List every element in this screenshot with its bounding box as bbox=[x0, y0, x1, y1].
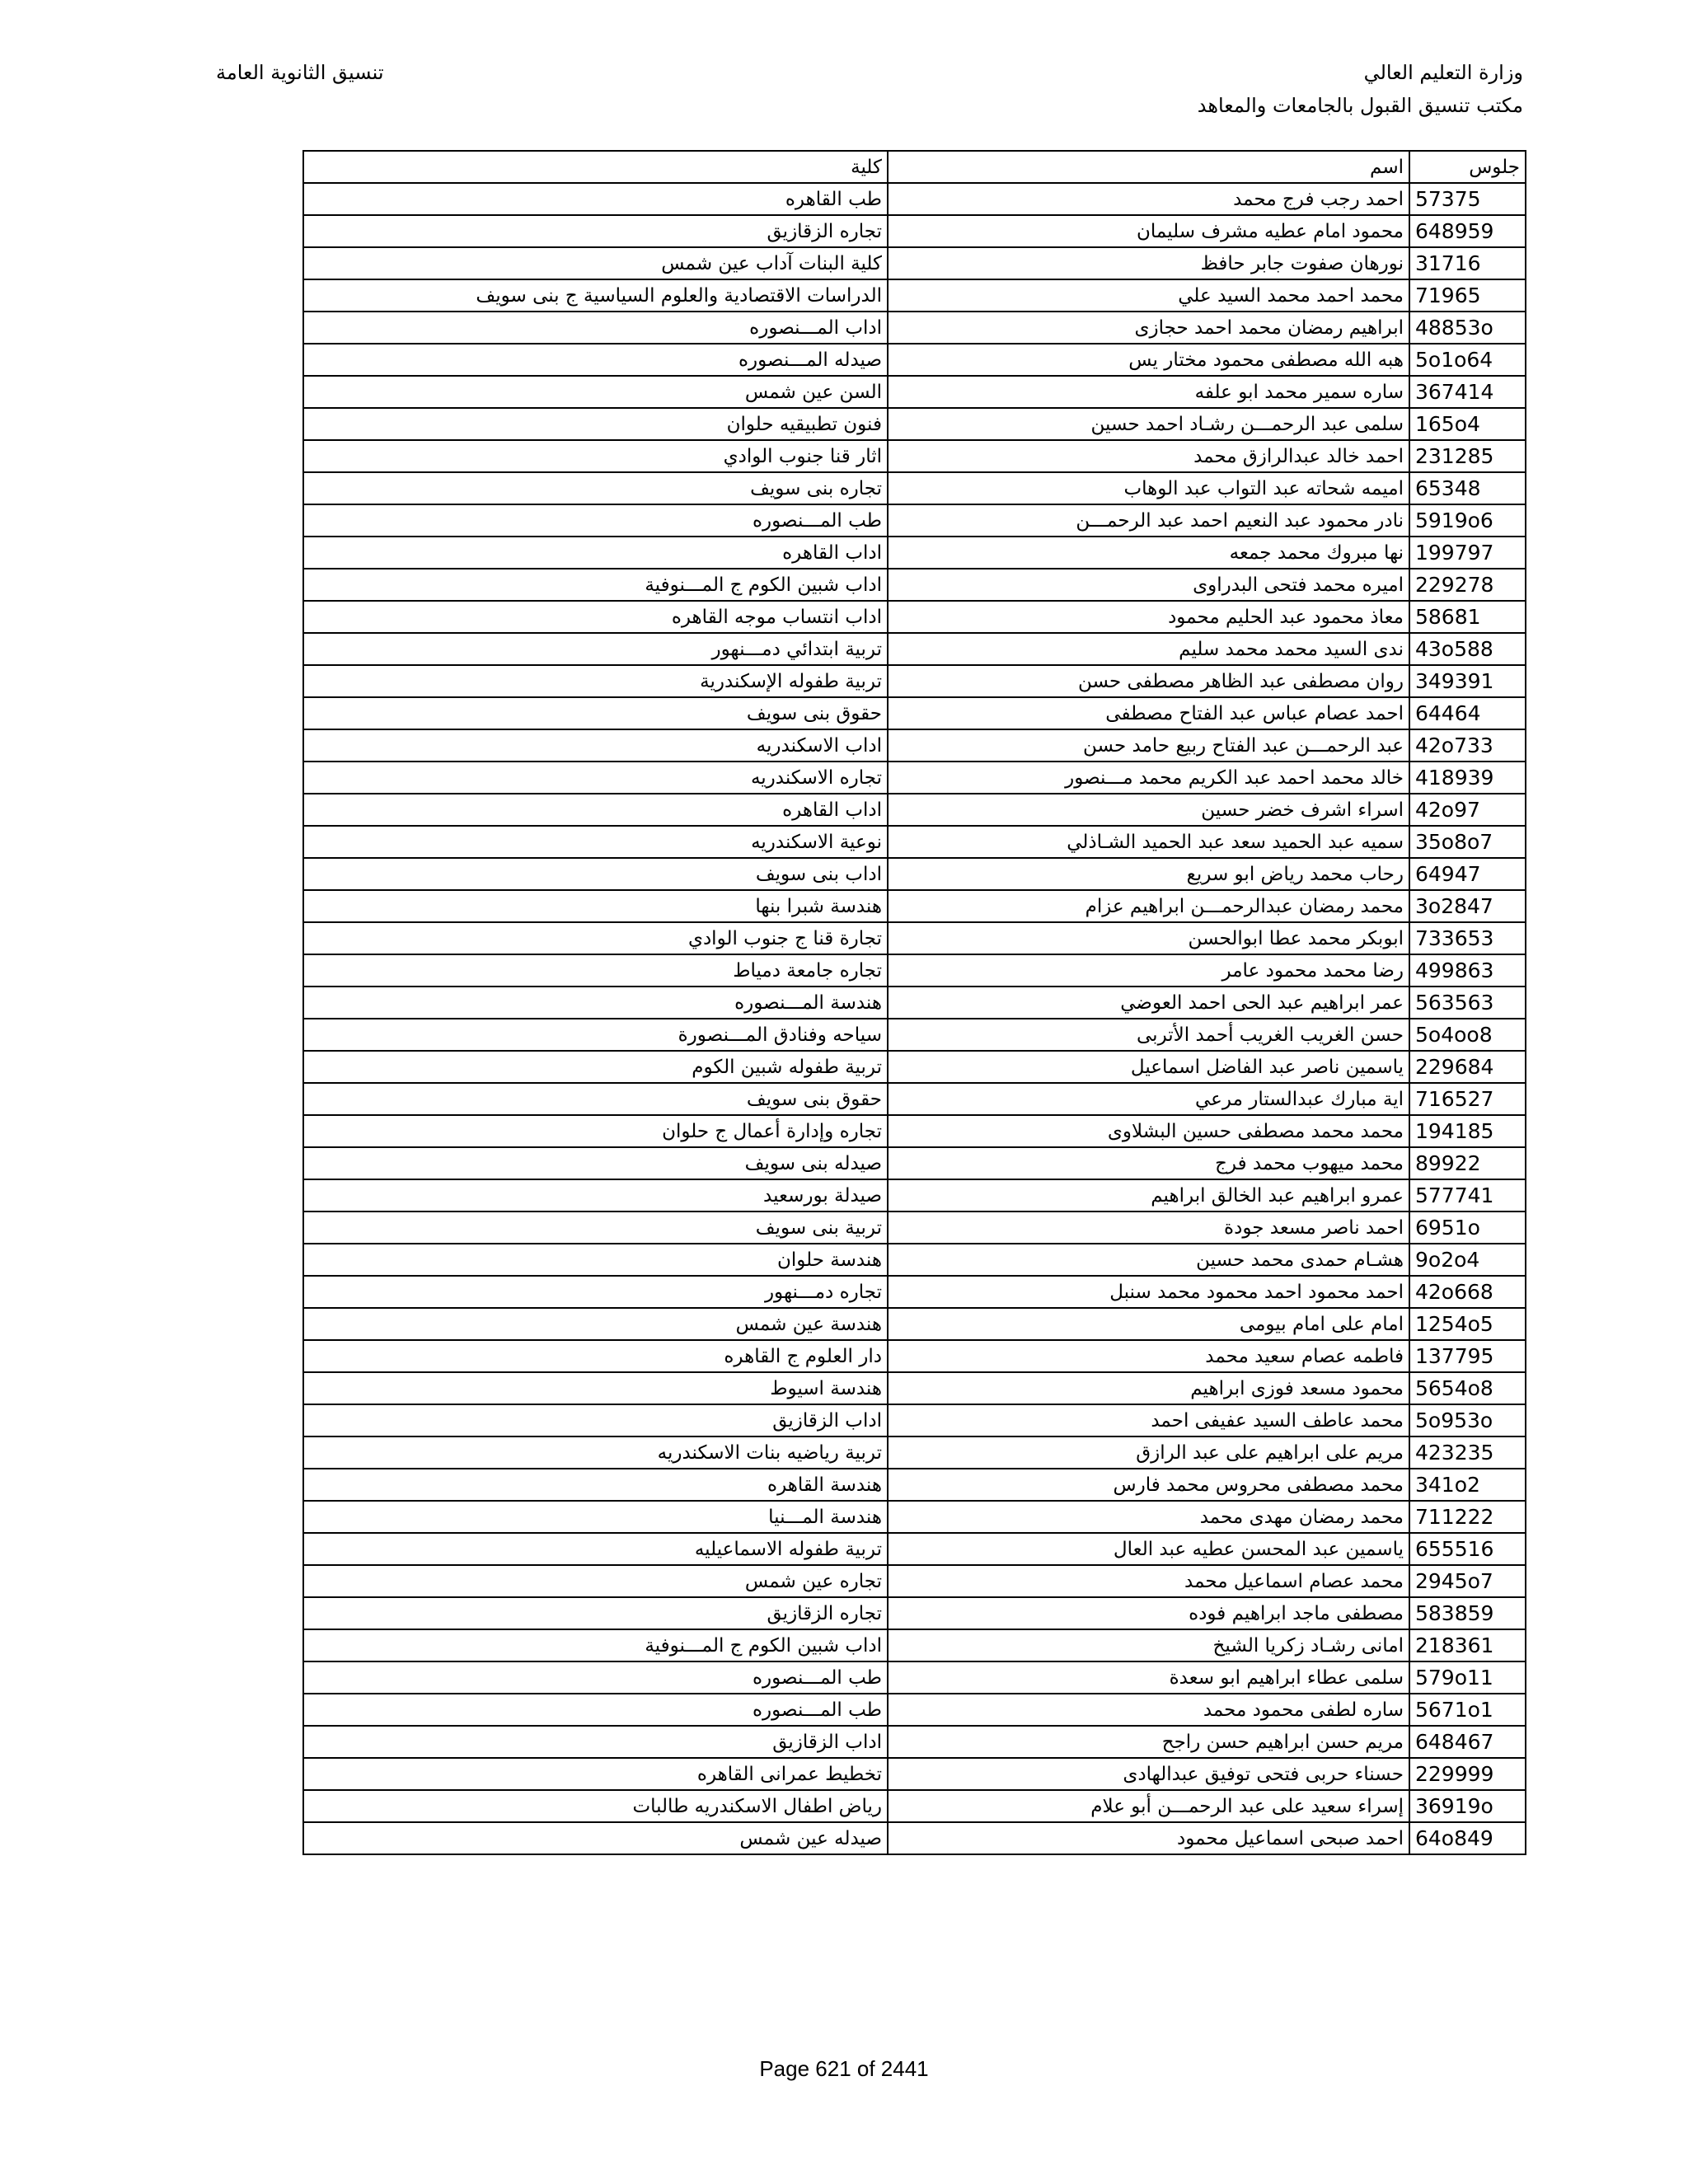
seat-cell: 5o4oo8 bbox=[1409, 1019, 1526, 1051]
faculty-cell: صيدله المـــنصوره bbox=[303, 344, 888, 376]
table-row bbox=[303, 408, 1526, 440]
name-cell: هشـام حمدى محمد حسين bbox=[888, 1244, 1409, 1276]
seat-cell: 711222 bbox=[1409, 1501, 1526, 1533]
faculty-cell: حقوق بنى سويف bbox=[303, 1083, 888, 1115]
coordination-title: تنسيق الثانوية العامة bbox=[216, 61, 384, 84]
table-row bbox=[303, 344, 1526, 376]
faculty-cell: هندسة حلوان bbox=[303, 1244, 888, 1276]
office-title: مكتب تنسيق القبول بالجامعات والمعاهد bbox=[1197, 94, 1523, 117]
seat-cell: 65348 bbox=[1409, 472, 1526, 504]
table-row bbox=[303, 247, 1526, 279]
faculty-cell: طب المـــنصوره bbox=[303, 1694, 888, 1726]
table-row bbox=[303, 1758, 1526, 1790]
table-row bbox=[303, 1340, 1526, 1372]
seat-cell: 2945o7 bbox=[1409, 1565, 1526, 1597]
table-row bbox=[303, 1469, 1526, 1501]
faculty-cell: تجاره وإدارة أعمال ج حلوان bbox=[303, 1115, 888, 1147]
name-cell: ابوبكر محمد عطا ابوالحسن bbox=[888, 922, 1409, 954]
name-cell: ندى السيد محمد محمد سليم bbox=[888, 633, 1409, 665]
table-row bbox=[303, 312, 1526, 344]
table-row bbox=[303, 954, 1526, 987]
name-cell: حسناء حربى فتحى توفيق عبدالهادى bbox=[888, 1758, 1409, 1790]
name-cell: معاذ محمود عبد الحليم محمود bbox=[888, 601, 1409, 633]
seat-cell: 64464 bbox=[1409, 697, 1526, 729]
seat-cell: 5o953o bbox=[1409, 1404, 1526, 1436]
seat-cell: 42o733 bbox=[1409, 729, 1526, 762]
faculty-cell: تجاره الاسكندريه bbox=[303, 762, 888, 794]
seat-cell: 5919o6 bbox=[1409, 504, 1526, 537]
name-cell: احمد صبحى اسماعيل محمود bbox=[888, 1822, 1409, 1854]
faculty-cell: اداب الاسكندريه bbox=[303, 729, 888, 762]
name-cell: رحاب محمد رياض ابو سريع bbox=[888, 858, 1409, 890]
faculty-cell: تجاره الزقازيق bbox=[303, 215, 888, 247]
seat-cell: 423235 bbox=[1409, 1436, 1526, 1469]
name-cell: سميه عبد الحميد سعد عبد الحميد الشـاذلي bbox=[888, 826, 1409, 858]
faculty-cell: اداب انتساب موجه القاهره bbox=[303, 601, 888, 633]
seat-cell: 716527 bbox=[1409, 1083, 1526, 1115]
name-cell: اميمه شحاته عبد التواب عبد الوهاب bbox=[888, 472, 1409, 504]
name-cell: هبه الله مصطفى محمود مختار يس bbox=[888, 344, 1409, 376]
name-cell: محمود امام عطيه مشرف سليمان bbox=[888, 215, 1409, 247]
name-cell: سلمى عطاء ابراهيم ابو سعدة bbox=[888, 1661, 1409, 1694]
seat-cell: 563563 bbox=[1409, 987, 1526, 1019]
table-row bbox=[303, 1083, 1526, 1115]
seat-cell: 42o97 bbox=[1409, 794, 1526, 826]
seat-cell: 48853o bbox=[1409, 312, 1526, 344]
table-row bbox=[303, 1179, 1526, 1212]
seat-cell: 231285 bbox=[1409, 440, 1526, 472]
seat-cell: 499863 bbox=[1409, 954, 1526, 987]
name-cell: نها مبروك محمد جمعه bbox=[888, 537, 1409, 569]
seat-cell: 733653 bbox=[1409, 922, 1526, 954]
seat-cell: 89922 bbox=[1409, 1147, 1526, 1179]
faculty-column-header: كلية bbox=[303, 151, 888, 183]
table-row bbox=[303, 1244, 1526, 1276]
name-cell: عمر ابراهيم عبد الحى احمد العوضي bbox=[888, 987, 1409, 1019]
seat-cell: 64947 bbox=[1409, 858, 1526, 890]
name-cell: محمد ميهوب محمد فرج bbox=[888, 1147, 1409, 1179]
name-cell: إسراء سعيد على عبد الرحمـــن أبو علام bbox=[888, 1790, 1409, 1822]
seat-cell: 71965 bbox=[1409, 279, 1526, 312]
name-cell: مريم حسن ابراهيم حسن راجح bbox=[888, 1726, 1409, 1758]
table-row bbox=[303, 1308, 1526, 1340]
table-row bbox=[303, 1597, 1526, 1629]
name-cell: اسراء اشرف خضر حسين bbox=[888, 794, 1409, 826]
name-cell: امام على امام بيومى bbox=[888, 1308, 1409, 1340]
faculty-cell: اداب الزقازيق bbox=[303, 1726, 888, 1758]
faculty-cell: تجاره عين شمس bbox=[303, 1565, 888, 1597]
table-row bbox=[303, 1276, 1526, 1308]
name-cell: مصطفى ماجد ابراهيم فوده bbox=[888, 1597, 1409, 1629]
table-row bbox=[303, 1822, 1526, 1854]
table-row bbox=[303, 1372, 1526, 1404]
faculty-cell: تربية رياضيه بنات الاسكندريه bbox=[303, 1436, 888, 1469]
name-cell: محمد رمضان عبدالرحمـــن ابراهيم عزام bbox=[888, 890, 1409, 922]
faculty-cell: طب المـــنصوره bbox=[303, 504, 888, 537]
faculty-cell: اداب الزقازيق bbox=[303, 1404, 888, 1436]
faculty-cell: صيدله بنى سويف bbox=[303, 1147, 888, 1179]
faculty-cell: تجاره دمـــنهور bbox=[303, 1276, 888, 1308]
name-cell: محمد احمد محمد السيد علي bbox=[888, 279, 1409, 312]
seat-column-header: جلوس bbox=[1409, 151, 1526, 183]
table-row bbox=[303, 472, 1526, 504]
seat-cell: 58681 bbox=[1409, 601, 1526, 633]
seat-cell: 1254o5 bbox=[1409, 1308, 1526, 1340]
faculty-cell: اداب القاهره bbox=[303, 794, 888, 826]
table-row bbox=[303, 762, 1526, 794]
faculty-cell: تربية ابتدائي دمـــنهور bbox=[303, 633, 888, 665]
faculty-cell: نوعية الاسكندريه bbox=[303, 826, 888, 858]
faculty-cell: اداب شبين الكوم ج المـــنوفية bbox=[303, 569, 888, 601]
seat-cell: 31716 bbox=[1409, 247, 1526, 279]
faculty-cell: هندسة شبرا بنها bbox=[303, 890, 888, 922]
table-row bbox=[303, 890, 1526, 922]
table-row bbox=[303, 794, 1526, 826]
seat-cell: 648467 bbox=[1409, 1726, 1526, 1758]
name-cell: اميره محمد فتحى البدراوى bbox=[888, 569, 1409, 601]
table-row bbox=[303, 633, 1526, 665]
faculty-cell: اداب القاهره bbox=[303, 537, 888, 569]
table-row bbox=[303, 183, 1526, 215]
table-row bbox=[303, 504, 1526, 537]
seat-cell: 43o588 bbox=[1409, 633, 1526, 665]
faculty-cell: الدراسات الاقتصادية والعلوم السياسية ج بنى سويف bbox=[303, 279, 888, 312]
table-row bbox=[303, 729, 1526, 762]
table-row bbox=[303, 1694, 1526, 1726]
seat-cell: 579o11 bbox=[1409, 1661, 1526, 1694]
name-cell: ياسمين عبد المحسن عطيه عبد العال bbox=[888, 1533, 1409, 1565]
table-row bbox=[303, 1115, 1526, 1147]
name-cell: محمود مسعد فوزى ابراهيم bbox=[888, 1372, 1409, 1404]
seat-cell: 5o1o64 bbox=[1409, 344, 1526, 376]
seat-cell: 36919o bbox=[1409, 1790, 1526, 1822]
name-cell: رضا محمد محمود عامر bbox=[888, 954, 1409, 987]
name-cell: نادر محمود عبد النعيم احمد عبد الرحمـــن bbox=[888, 504, 1409, 537]
seat-cell: 64o849 bbox=[1409, 1822, 1526, 1854]
table-row bbox=[303, 1404, 1526, 1436]
seat-cell: 3o2847 bbox=[1409, 890, 1526, 922]
seat-cell: 35o8o7 bbox=[1409, 826, 1526, 858]
faculty-cell: دار العلوم ج القاهره bbox=[303, 1340, 888, 1372]
seat-cell: 218361 bbox=[1409, 1629, 1526, 1661]
seat-cell: 655516 bbox=[1409, 1533, 1526, 1565]
name-cell: سلمى عبد الرحمـــن رشـاد احمد حسين bbox=[888, 408, 1409, 440]
seat-cell: 5671o1 bbox=[1409, 1694, 1526, 1726]
name-column-header: اسم bbox=[888, 151, 1409, 183]
table-row bbox=[303, 569, 1526, 601]
seat-cell: 341o2 bbox=[1409, 1469, 1526, 1501]
table-row bbox=[303, 1051, 1526, 1083]
name-cell: نورهان صفوت جابر حافظ bbox=[888, 247, 1409, 279]
faculty-cell: تربية طفوله شبين الكوم bbox=[303, 1051, 888, 1083]
seat-cell: 57375 bbox=[1409, 183, 1526, 215]
ministry-title: وزارة التعليم العالي bbox=[1363, 61, 1523, 84]
name-cell: احمد رجب فرج محمد bbox=[888, 183, 1409, 215]
table-row bbox=[303, 858, 1526, 890]
faculty-cell: حقوق بنى سويف bbox=[303, 697, 888, 729]
name-cell: خالد محمد احمد عبد الكريم محمد مـــنصور bbox=[888, 762, 1409, 794]
faculty-cell: تجاره جامعة دمياط bbox=[303, 954, 888, 987]
faculty-cell: هندسة اسيوط bbox=[303, 1372, 888, 1404]
faculty-cell: كلية البنات آداب عين شمس bbox=[303, 247, 888, 279]
table-row bbox=[303, 1019, 1526, 1051]
name-cell: احمد محمود احمد محمود محمد سنبل bbox=[888, 1276, 1409, 1308]
name-cell: عبد الرحمـــن عبد الفتاح ربيع حامد حسن bbox=[888, 729, 1409, 762]
table-row bbox=[303, 1533, 1526, 1565]
table-row bbox=[303, 376, 1526, 408]
name-cell: حسن الغريب الغريب أحمد الأتربى bbox=[888, 1019, 1409, 1051]
table-row bbox=[303, 1790, 1526, 1822]
name-cell: احمد ناصر مسعد جودة bbox=[888, 1212, 1409, 1244]
faculty-cell: هندسة المـــنيا bbox=[303, 1501, 888, 1533]
seat-cell: 199797 bbox=[1409, 537, 1526, 569]
faculty-cell: سياحه وفنادق المـــنصورة bbox=[303, 1019, 888, 1051]
table-row bbox=[303, 1565, 1526, 1597]
seat-cell: 229684 bbox=[1409, 1051, 1526, 1083]
table-row bbox=[303, 1436, 1526, 1469]
faculty-cell: اثار قنا جنوب الوادي bbox=[303, 440, 888, 472]
name-cell: امانى رشـاد زكريا الشيخ bbox=[888, 1629, 1409, 1661]
faculty-cell: تجاره بنى سويف bbox=[303, 472, 888, 504]
seat-cell: 349391 bbox=[1409, 665, 1526, 697]
seat-cell: 6951o bbox=[1409, 1212, 1526, 1244]
seat-cell: 42o668 bbox=[1409, 1276, 1526, 1308]
faculty-cell: صيدلة بورسعيد bbox=[303, 1179, 888, 1212]
name-cell: ابراهيم رمضان محمد احمد حجازى bbox=[888, 312, 1409, 344]
name-cell: اية مبارك عبدالستار مرعي bbox=[888, 1083, 1409, 1115]
table-row bbox=[303, 1501, 1526, 1533]
table-row bbox=[303, 922, 1526, 954]
name-cell: ياسمين ناصر عبد الفاضل اسماعيل bbox=[888, 1051, 1409, 1083]
faculty-cell: اداب بنى سويف bbox=[303, 858, 888, 890]
table-row bbox=[303, 215, 1526, 247]
table-row bbox=[303, 826, 1526, 858]
faculty-cell: اداب المـــنصوره bbox=[303, 312, 888, 344]
name-cell: ساره لطفى محمود محمد bbox=[888, 1694, 1409, 1726]
faculty-cell: هندسة عين شمس bbox=[303, 1308, 888, 1340]
faculty-cell: طب القاهره bbox=[303, 183, 888, 215]
table-row bbox=[303, 1212, 1526, 1244]
seat-cell: 648959 bbox=[1409, 215, 1526, 247]
faculty-cell: رياض اطفال الاسكندريه طالبات bbox=[303, 1790, 888, 1822]
table-row bbox=[303, 1629, 1526, 1661]
table-row bbox=[303, 1661, 1526, 1694]
seat-cell: 9o2o4 bbox=[1409, 1244, 1526, 1276]
name-cell: روان مصطفى عبد الظاهر مصطفى حسن bbox=[888, 665, 1409, 697]
table-row bbox=[303, 987, 1526, 1019]
faculty-cell: فنون تطبيقيه حلوان bbox=[303, 408, 888, 440]
table-row bbox=[303, 665, 1526, 697]
faculty-cell: صيدله عين شمس bbox=[303, 1822, 888, 1854]
faculty-cell: تجارة قنا ج جنوب الوادي bbox=[303, 922, 888, 954]
name-cell: احمد خالد عبدالرازق محمد bbox=[888, 440, 1409, 472]
table-header-row bbox=[303, 151, 1526, 183]
seat-cell: 367414 bbox=[1409, 376, 1526, 408]
name-cell: احمد عصام عباس عبد الفتاح مصطفى bbox=[888, 697, 1409, 729]
faculty-cell: تربية بنى سويف bbox=[303, 1212, 888, 1244]
seat-cell: 418939 bbox=[1409, 762, 1526, 794]
faculty-cell: تخطيط عمرانى القاهره bbox=[303, 1758, 888, 1790]
faculty-cell: طب المـــنصوره bbox=[303, 1661, 888, 1694]
page-number: Page 621 of 2441 bbox=[759, 2056, 929, 2081]
name-cell: محمد عاطف السيد عفيفى احمد bbox=[888, 1404, 1409, 1436]
seat-cell: 229999 bbox=[1409, 1758, 1526, 1790]
name-cell: مريم على ابراهيم على عبد الرازق bbox=[888, 1436, 1409, 1469]
seat-cell: 229278 bbox=[1409, 569, 1526, 601]
name-cell: ساره سمير محمد ابو علفه bbox=[888, 376, 1409, 408]
name-cell: محمد مصطفى محروس محمد فارس bbox=[888, 1469, 1409, 1501]
table-row bbox=[303, 537, 1526, 569]
table-row bbox=[303, 279, 1526, 312]
table-row bbox=[303, 1147, 1526, 1179]
seat-cell: 194185 bbox=[1409, 1115, 1526, 1147]
seat-cell: 5654o8 bbox=[1409, 1372, 1526, 1404]
seat-cell: 583859 bbox=[1409, 1597, 1526, 1629]
faculty-cell: تجاره الزقازيق bbox=[303, 1597, 888, 1629]
table-row bbox=[303, 1726, 1526, 1758]
seat-cell: 165o4 bbox=[1409, 408, 1526, 440]
seat-cell: 577741 bbox=[1409, 1179, 1526, 1212]
faculty-cell: هندسة المـــنصوره bbox=[303, 987, 888, 1019]
name-cell: فاطمه عصام سعيد محمد bbox=[888, 1340, 1409, 1372]
name-cell: عمرو ابراهيم عبد الخالق ابراهيم bbox=[888, 1179, 1409, 1212]
faculty-cell: اداب شبين الكوم ج المـــنوفية bbox=[303, 1629, 888, 1661]
name-cell: محمد عصام اسماعيل محمد bbox=[888, 1565, 1409, 1597]
faculty-cell: السن عين شمس bbox=[303, 376, 888, 408]
table-row bbox=[303, 601, 1526, 633]
seat-cell: 137795 bbox=[1409, 1340, 1526, 1372]
faculty-cell: تربية طفوله الاسماعيليه bbox=[303, 1533, 888, 1565]
name-cell: محمد رمضان مهدى محمد bbox=[888, 1501, 1409, 1533]
table-row bbox=[303, 697, 1526, 729]
table-row bbox=[303, 440, 1526, 472]
results-table bbox=[302, 150, 1526, 1855]
name-cell: محمد محمد مصطفى حسين البشلاوى bbox=[888, 1115, 1409, 1147]
faculty-cell: هندسة القاهره bbox=[303, 1469, 888, 1501]
faculty-cell: تربية طفوله الإسكندرية bbox=[303, 665, 888, 697]
